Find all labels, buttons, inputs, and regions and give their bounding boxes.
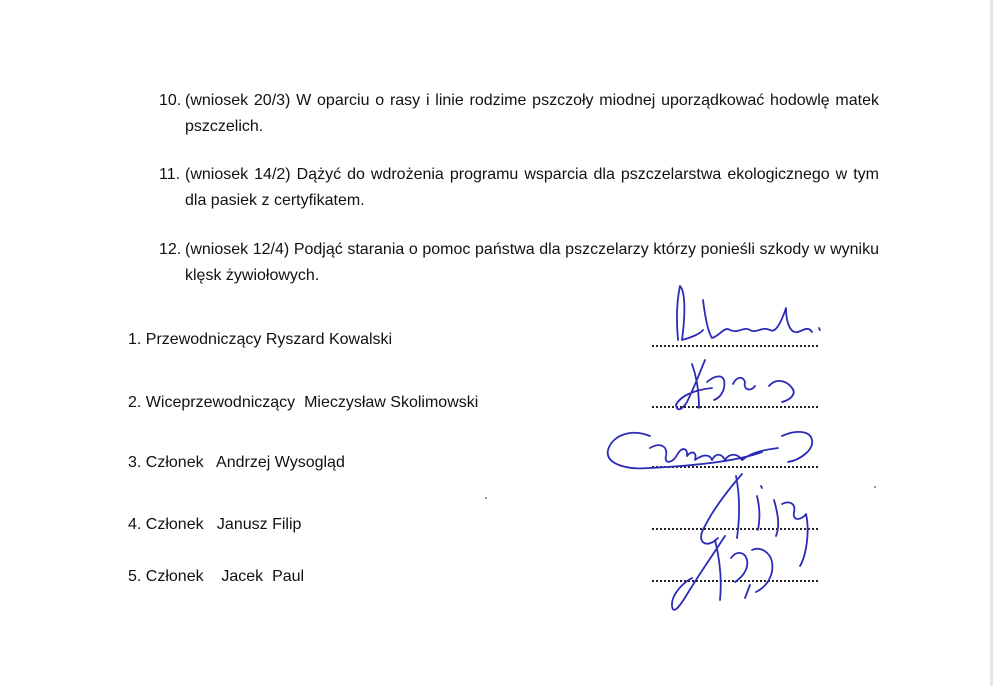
proposal-text: (wniosek 20/3) W oparciu o rasy i linie rodzime pszczoły miodnej uporządkować hodowlę matek pszczelich. (185, 92, 879, 135)
proposal-item (159, 162, 879, 214)
signature-4 (701, 474, 808, 566)
committee-member-4: 4. Członek Janusz Filip (128, 516, 302, 533)
committee-member-1: 1. Przewodniczący Ryszard Kowalski (128, 331, 393, 348)
proposal-item (159, 88, 879, 140)
scan-speck (874, 486, 876, 488)
proposal-text: (wniosek 12/4) Podjąć starania o pomoc państwa dla pszczelarzy którzy ponieśli szkody w wyniku klęsk żywiołowych. (185, 241, 879, 284)
signature-2 (676, 360, 794, 409)
proposal-number: 10. (159, 92, 182, 109)
signature-line-5 (652, 580, 818, 582)
signature-1 (677, 286, 820, 340)
proposal-item (159, 237, 879, 289)
committee-member-5: 5. Członek Jacek Paul (128, 568, 305, 585)
signature-3 (608, 432, 812, 468)
committee-member-2: 2. Wiceprzewodniczący Mieczysław Skolimowski (128, 394, 479, 411)
signature-5 (672, 536, 772, 610)
proposal-number: 11. (159, 166, 181, 183)
signature-line-1 (652, 345, 818, 347)
proposal-number: 12. (159, 241, 182, 258)
signature-line-3 (652, 466, 818, 468)
proposal-text: (wniosek 14/2) Dążyć do wdrożenia programu wsparcia dla pszczelarstwa ekologicznego w tym dla pasiek z certyfikatem. (185, 166, 879, 209)
signature-line-4 (652, 528, 818, 530)
signature-line-2 (652, 406, 818, 408)
committee-member-3: 3. Członek Andrzej Wysogląd (128, 454, 345, 471)
scan-speck (485, 497, 487, 499)
